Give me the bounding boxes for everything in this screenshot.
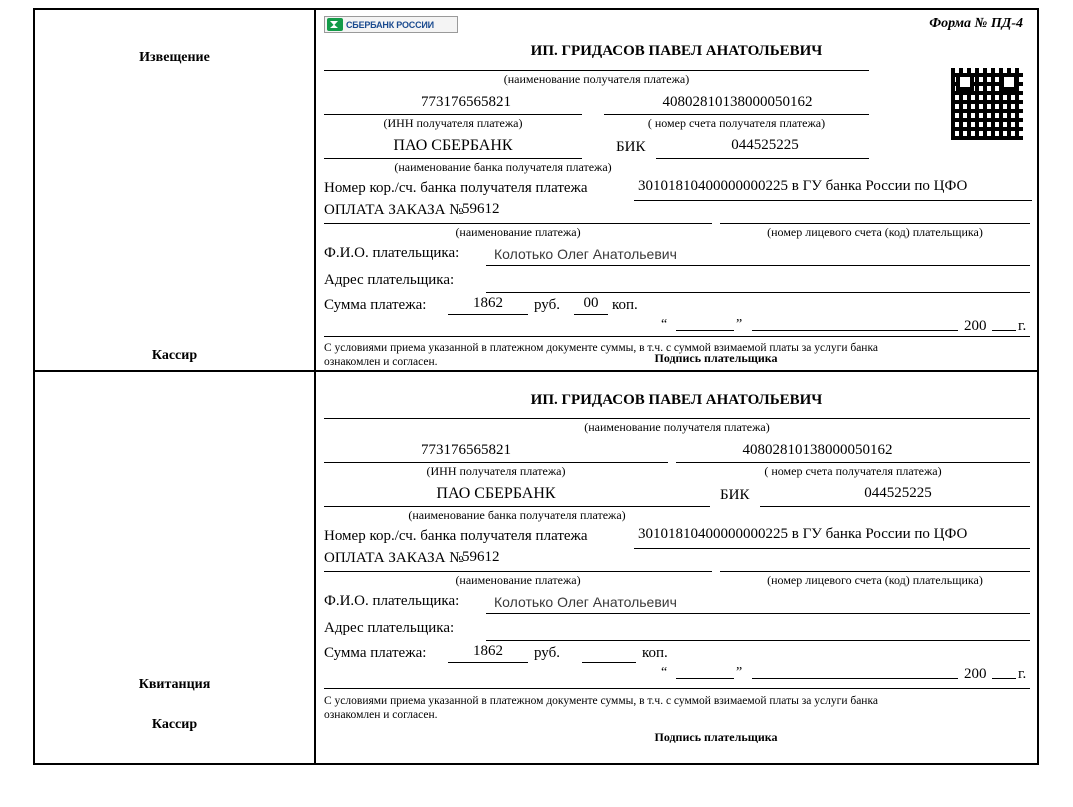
bottom-sum-rub-rule	[448, 662, 528, 663]
top-sum-kop-value: 00	[583, 295, 599, 311]
top-payer-fio-label: Ф.И.О. плательщика:	[324, 245, 460, 261]
qr-code-icon	[949, 66, 1025, 142]
top-terms-line2: ознакомлен и согласен.	[324, 356, 438, 368]
bottom-terms-line1: С условиями приема указанной в платежном документе суммы, в т.ч. с суммой взимаемой платы за услуги банка	[324, 695, 878, 707]
top-corr-rule	[634, 200, 1032, 201]
bottom-inn-caption: (ИНН получателя платежа)	[426, 464, 566, 478]
bottom-recipient-name: ИП. ГРИДАСОВ ПАВЕЛ АНАТОЛЬЕВИЧ	[530, 392, 823, 408]
top-sum-rub-rule	[448, 314, 528, 315]
top-date-year: 200	[964, 318, 987, 334]
bottom-recipient-rule	[324, 418, 1030, 419]
bottom-terms-line2: ознакомлен и согласен.	[324, 709, 438, 721]
receipt-top-half	[35, 10, 1037, 372]
top-separator-rule	[324, 336, 1030, 337]
top-payer-fio-rule	[486, 265, 1030, 266]
top-account-value: 40802810138000050162	[662, 94, 813, 110]
top-date-day-rule	[676, 330, 734, 331]
top-payer-address-rule	[486, 292, 1030, 293]
bottom-payment-name-rule	[324, 571, 712, 572]
bottom-bank-name-value: ПАО СБЕРБАНК	[436, 485, 556, 502]
top-date-month-rule	[752, 330, 958, 331]
bottom-kop-label: коп.	[642, 645, 668, 661]
bottom-sum-kop-rule	[582, 662, 636, 663]
top-date-year-rule	[992, 330, 1016, 331]
top-signature-label: Подпись плательщика	[654, 351, 778, 365]
top-payment-name-caption: (наименование платежа)	[455, 225, 581, 239]
top-order-number: 59612	[462, 201, 500, 217]
label-kassir-bottom: Кассир	[151, 717, 198, 732]
top-kop-label: коп.	[612, 297, 638, 313]
receipt-bottom-half	[35, 372, 1037, 763]
bottom-bank-name-caption: (наименование банка получателя платежа)	[408, 508, 626, 522]
label-kassir-top: Кассир	[151, 348, 198, 363]
top-payment-name-rule	[324, 223, 712, 224]
bottom-payment-name-caption: (наименование платежа)	[455, 573, 581, 587]
bottom-corr-value: 30101810400000000225 в ГУ банка России по ЦФО	[638, 526, 968, 542]
top-sum-kop-rule	[574, 314, 608, 315]
sberbank-logo	[324, 16, 458, 33]
top-account-code-rule	[720, 223, 1030, 224]
bottom-payer-fio-value: Колотько Олег Анатольевич	[494, 594, 677, 610]
bottom-date-month-rule	[752, 678, 958, 679]
bottom-inn-value: 773176565821	[421, 442, 511, 458]
bottom-account-value: 40802810138000050162	[742, 442, 893, 458]
bottom-date-year-rule	[992, 678, 1016, 679]
bottom-date-year-suffix: г.	[1018, 666, 1027, 682]
top-payer-address-label: Адрес плательщика:	[324, 272, 455, 288]
bottom-account-rule	[676, 462, 1030, 463]
bottom-sum-label: Сумма платежа:	[324, 645, 427, 661]
top-payer-fio-value: Колотько Олег Анатольевич	[494, 246, 677, 262]
top-payment-name: ОПЛАТА ЗАКАЗА №	[324, 202, 464, 218]
top-date-quote-close: ”	[736, 317, 743, 332]
bottom-date-year: 200	[964, 666, 987, 682]
top-account-caption: ( номер счета получателя платежа)	[647, 116, 826, 130]
bottom-account-caption: ( номер счета получателя платежа)	[764, 464, 942, 478]
bottom-payment-name: ОПЛАТА ЗАКАЗА №	[324, 550, 464, 566]
bottom-separator-rule	[324, 688, 1030, 689]
top-inn-value: 773176565821	[421, 94, 511, 110]
top-recipient-caption: (наименование получателя платежа)	[503, 72, 690, 86]
top-bik-rule	[656, 158, 869, 159]
top-account-code-caption: (номер лицевого счета (код) плательщика)	[767, 225, 983, 239]
bottom-corr-rule	[634, 548, 1030, 549]
bottom-date-quote-open: “	[661, 665, 668, 680]
payment-form-pd4	[33, 8, 1039, 765]
bottom-corr-label: Номер кор./сч. банка получателя платежа	[324, 528, 588, 544]
bottom-right-column	[316, 372, 1037, 763]
bottom-bank-name-rule	[324, 506, 710, 507]
bottom-bik-label: БИК	[720, 487, 750, 503]
bottom-payer-address-label: Адрес плательщика:	[324, 620, 455, 636]
bottom-recipient-caption: (наименование получателя платежа)	[584, 420, 770, 434]
bottom-date-quote-close: ”	[736, 665, 743, 680]
top-terms-line1: С условиями приема указанной в платежном документе суммы, в т.ч. с суммой взимаемой платы за услуги банка	[324, 342, 878, 354]
bottom-date-day-rule	[676, 678, 734, 679]
top-recipient-name: ИП. ГРИДАСОВ ПАВЕЛ АНАТОЛЬЕВИЧ	[530, 43, 823, 59]
top-bik-label: БИК	[616, 139, 646, 155]
top-date-quote-open: “	[661, 317, 668, 332]
bottom-order-number: 59612	[462, 549, 500, 565]
top-rub-label: руб.	[534, 297, 560, 313]
bottom-rub-label: руб.	[534, 645, 560, 661]
label-kvitanciya: Квитанция	[138, 677, 211, 692]
top-corr-label: Номер кор./сч. банка получателя платежа	[324, 180, 588, 196]
top-account-rule	[604, 114, 869, 115]
top-sum-rub-value: 1862	[473, 295, 503, 311]
bottom-bik-value: 044525225	[864, 485, 932, 501]
bottom-left-column	[35, 372, 316, 763]
top-left-column	[35, 10, 316, 370]
top-bank-name-rule	[324, 158, 582, 159]
top-date-year-suffix: г.	[1018, 318, 1027, 334]
top-sum-label: Сумма платежа:	[324, 297, 427, 313]
top-recipient-rule	[324, 70, 869, 71]
sberbank-mark-icon	[327, 18, 343, 31]
bottom-payer-fio-rule	[486, 613, 1030, 614]
label-izveschenie: Извещение	[139, 50, 210, 65]
bottom-account-code-rule	[720, 571, 1030, 572]
form-number: Форма № ПД-4	[929, 16, 1023, 31]
sberbank-logo-text: СБЕРБАНК РОССИИ	[346, 19, 434, 30]
top-inn-rule	[324, 114, 582, 115]
top-right-column	[316, 10, 1037, 370]
bottom-inn-rule	[324, 462, 668, 463]
bottom-payer-address-rule	[486, 640, 1030, 641]
top-inn-caption: (ИНН получателя платежа)	[383, 116, 523, 130]
top-bank-name-caption: (наименование банка получателя платежа)	[394, 160, 612, 174]
bottom-sum-rub-value: 1862	[473, 643, 503, 659]
bottom-payer-fio-label: Ф.И.О. плательщика:	[324, 593, 460, 609]
top-bik-value: 044525225	[731, 137, 799, 153]
top-bank-name-value: ПАО СБЕРБАНК	[393, 137, 513, 154]
bottom-signature-label: Подпись плательщика	[654, 730, 778, 744]
top-corr-value: 30101810400000000225 в ГУ банка России по ЦФО	[638, 178, 968, 194]
bottom-bik-rule	[760, 506, 1030, 507]
bottom-account-code-caption: (номер лицевого счета (код) плательщика)	[767, 573, 983, 587]
